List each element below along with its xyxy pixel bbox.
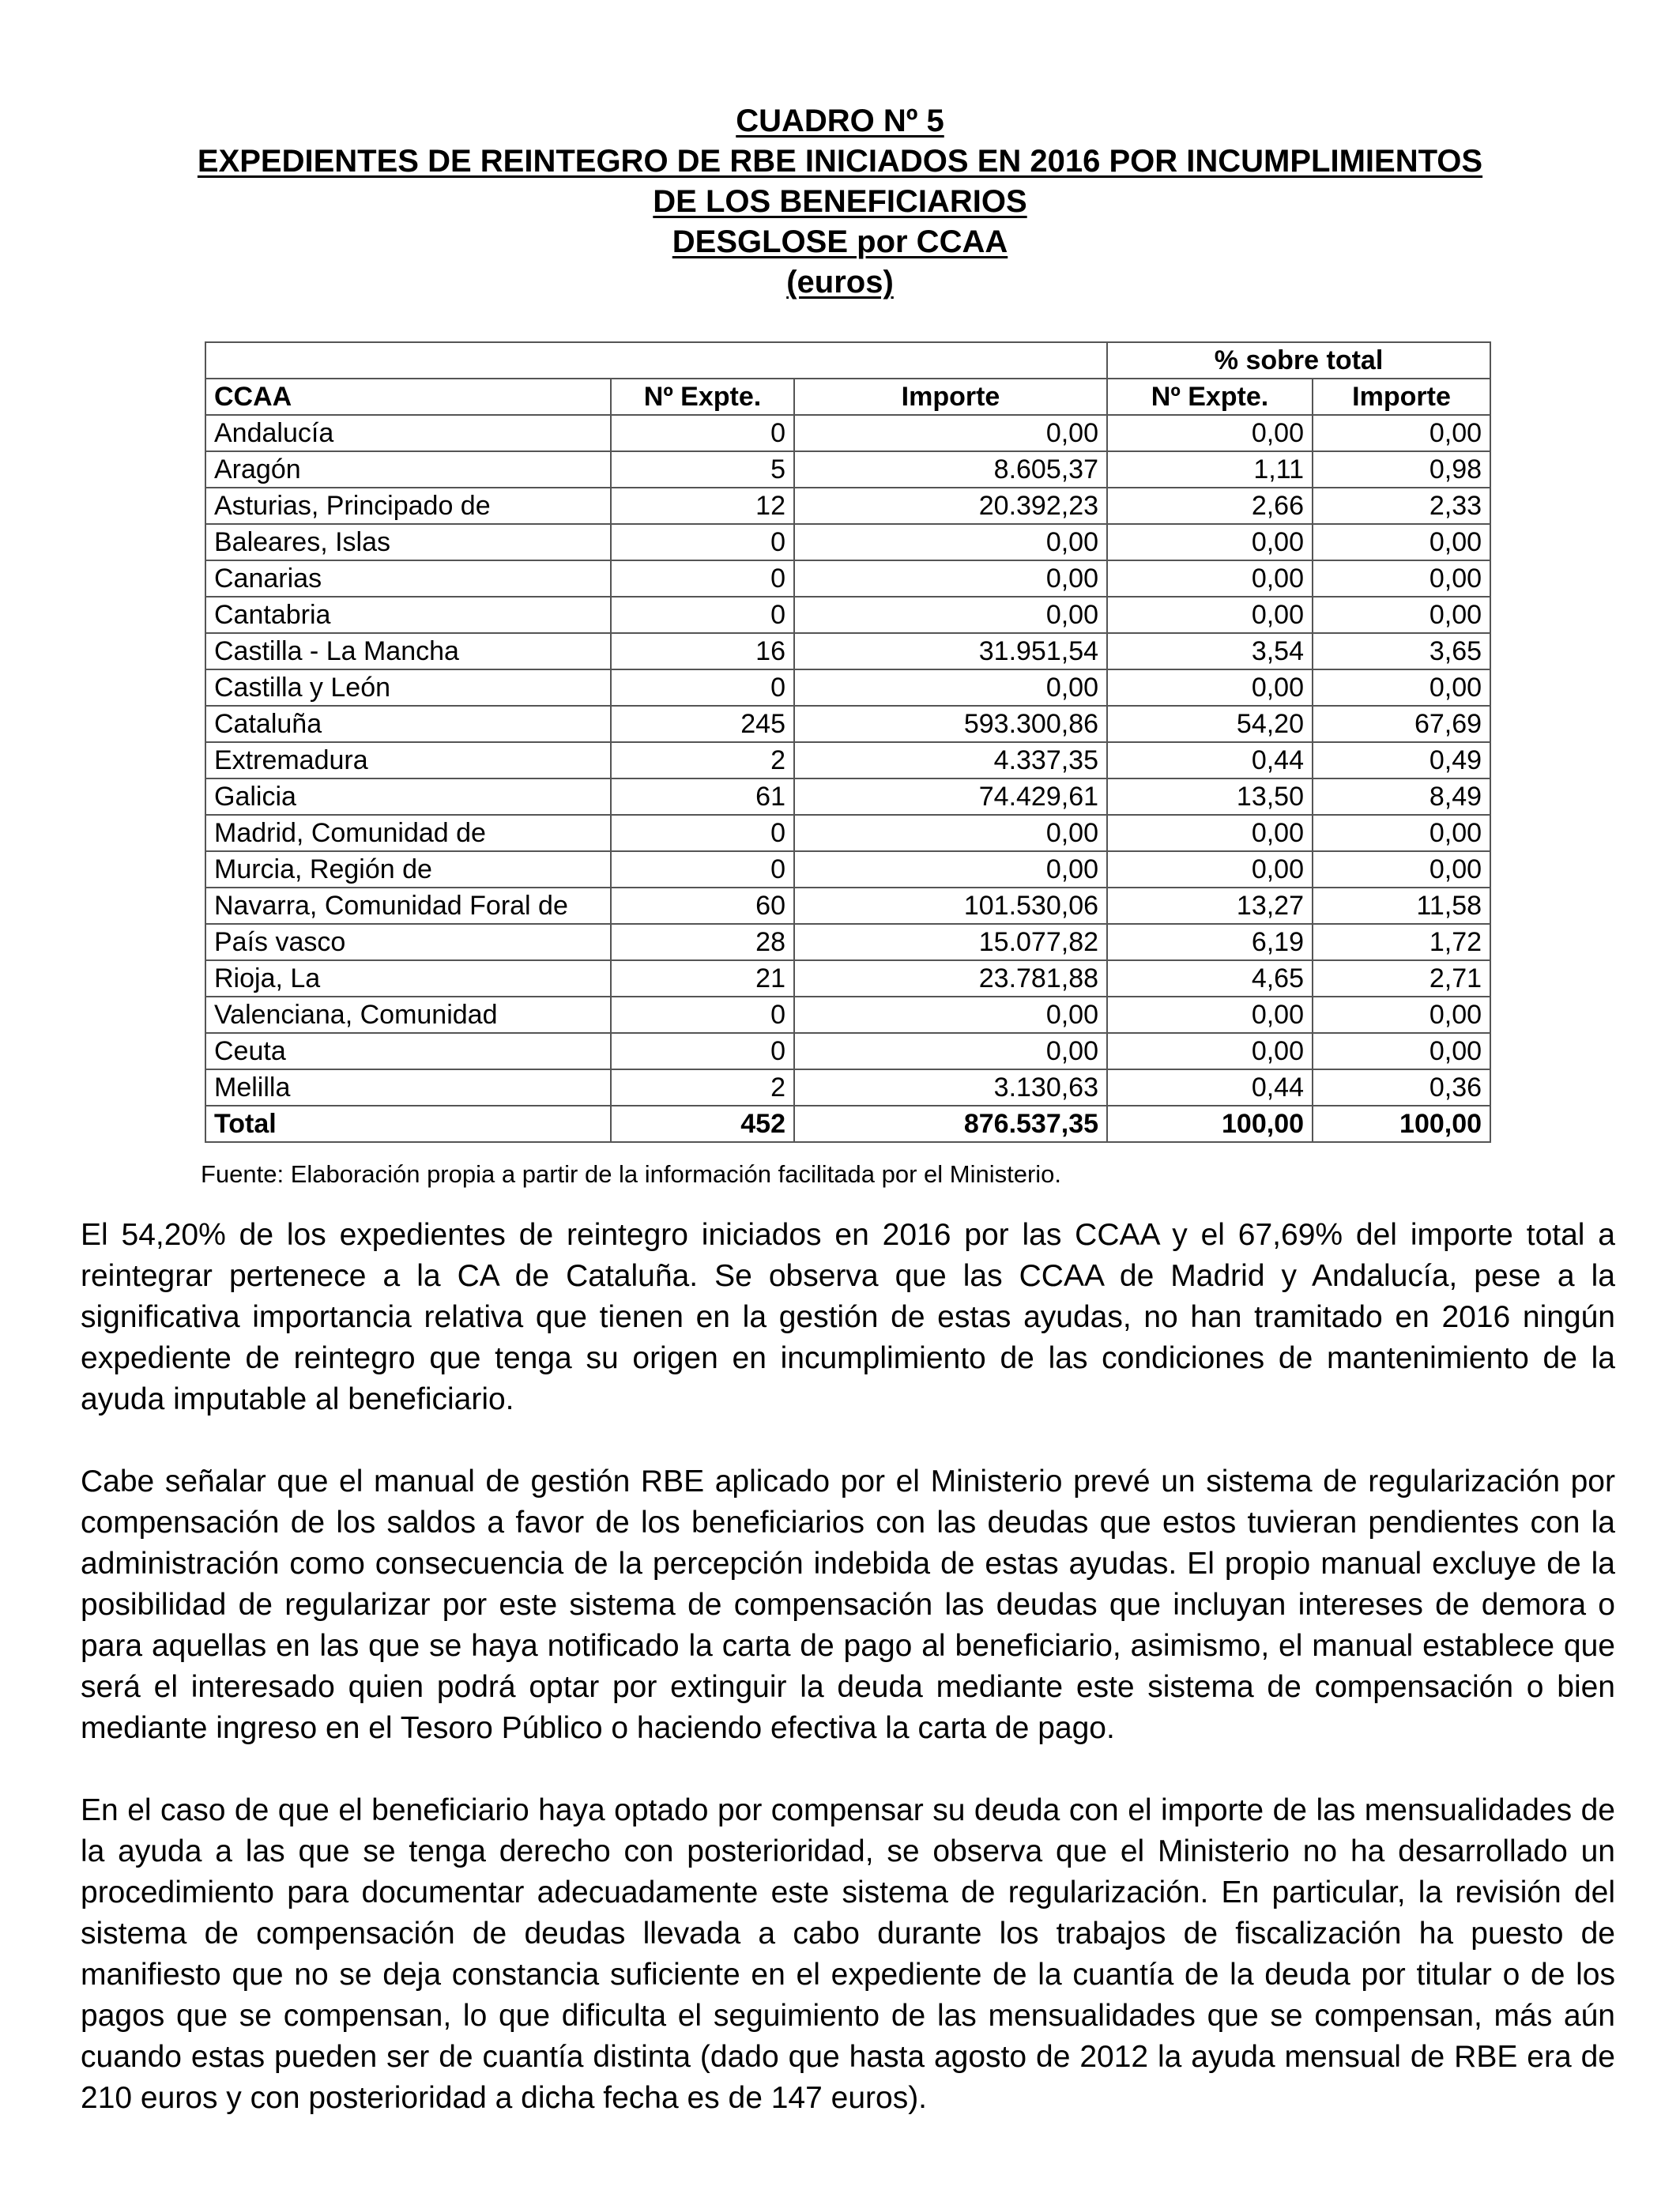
cell-pct-importe: 2,33 xyxy=(1313,488,1490,524)
cell-importe: 4.337,35 xyxy=(794,742,1107,778)
cell-importe: 3.130,63 xyxy=(794,1069,1107,1106)
cell-pct-importe: 11,58 xyxy=(1313,888,1490,924)
cell-ccaa: Rioja, La xyxy=(205,960,611,997)
title-line-3: DE LOS BENEFICIARIOS xyxy=(653,184,1027,219)
cell-num-expte: 2 xyxy=(611,742,794,778)
cell-num-expte: 0 xyxy=(611,815,794,851)
cell-pct-importe: 67,69 xyxy=(1313,706,1490,742)
table-row xyxy=(205,997,1490,1033)
cell-pct-importe: 0,49 xyxy=(1313,742,1490,778)
cell-num-expte: 16 xyxy=(611,633,794,669)
cell-ccaa: Baleares, Islas xyxy=(205,524,611,560)
table-row xyxy=(205,960,1490,997)
cell-ccaa: Extremadura xyxy=(205,742,611,778)
cell-num-expte: 0 xyxy=(611,851,794,888)
cell-importe: 0,00 xyxy=(794,560,1107,597)
cell-pct-importe: 100,00 xyxy=(1313,1106,1490,1142)
cell-pct-importe: 0,00 xyxy=(1313,415,1490,451)
cell-importe: 101.530,06 xyxy=(794,888,1107,924)
cell-ccaa: Murcia, Región de xyxy=(205,851,611,888)
cell-num-expte: 12 xyxy=(611,488,794,524)
cell-pct-importe: 0,00 xyxy=(1313,851,1490,888)
cell-num-expte: 0 xyxy=(611,597,794,633)
cell-num-expte: 2 xyxy=(611,1069,794,1106)
cell-num-expte: 245 xyxy=(611,706,794,742)
cell-num-expte: 0 xyxy=(611,669,794,706)
title-line-1: CUADRO Nº 5 xyxy=(736,104,944,138)
table-body xyxy=(205,415,1490,1142)
cell-ccaa: Galicia xyxy=(205,778,611,815)
cell-ccaa: Valenciana, Comunidad xyxy=(205,997,611,1033)
paragraph: El 54,20% de los expedientes de reintegro iniciados en 2016 por las CCAA y el 67,69% del importe total a reintegrar pertenece a la CA de Cataluña. Se observa que las CCAA de Madrid y Andalucía, pese a la significativa importancia relativa que tienen en la gestión de estas ayudas, no han tramitado en 2016 ningún expediente de reintegro que tenga su origen en incumplimiento de las condiciones de mantenimiento de la ayuda imputable al beneficiario. xyxy=(81,1218,1615,1416)
cell-num-expte: 0 xyxy=(611,560,794,597)
column-header-row xyxy=(205,379,1490,415)
cell-pct-num-expte: 0,44 xyxy=(1107,1069,1313,1106)
cell-pct-num-expte: 0,00 xyxy=(1107,997,1313,1033)
cell-pct-num-expte: 13,27 xyxy=(1107,888,1313,924)
cell-pct-importe: 0,00 xyxy=(1313,560,1490,597)
cell-importe: 0,00 xyxy=(794,669,1107,706)
cell-pct-importe: 3,65 xyxy=(1313,633,1490,669)
cell-importe: 0,00 xyxy=(794,997,1107,1033)
cell-pct-importe: 0,00 xyxy=(1313,815,1490,851)
cell-ccaa: Castilla - La Mancha xyxy=(205,633,611,669)
table-row xyxy=(205,1033,1490,1069)
cell-num-expte: 0 xyxy=(611,524,794,560)
paragraph: En el caso de que el beneficiario haya optado por compensar su deuda con el importe de las mensualidades de la ayuda a las que se tenga derecho con posterioridad, se observa que el Ministerio no ha desarrollado un procedimiento para documentar adecuadamente este sistema de regularización. En particular, la revisión del sistema de compensación de deudas llevada a cabo durante los trabajos de fiscalización ha puesto de manifiesto que no se deja constancia suficiente en el expediente de la cuantía de la deuda por titular o de los pagos que se compensan, lo que dificulta el seguimiento de las mensualidades que se compensan, más aún cuando estas pueden ser de cuantía distinta (dado que hasta agosto de 2012 la ayuda mensual de RBE era de 210 euros y con posterioridad a dicha fecha es de 147 euros). xyxy=(81,1793,1615,2115)
cell-pct-num-expte: 3,54 xyxy=(1107,633,1313,669)
cell-importe: 0,00 xyxy=(794,524,1107,560)
cell-num-expte: 60 xyxy=(611,888,794,924)
cell-importe: 8.605,37 xyxy=(794,451,1107,488)
table-row xyxy=(205,851,1490,888)
column-header-importe: Importe xyxy=(794,379,1107,415)
cell-ccaa: Castilla y León xyxy=(205,669,611,706)
cell-pct-importe: 8,49 xyxy=(1313,778,1490,815)
table-row xyxy=(205,924,1490,960)
cell-pct-importe: 0,00 xyxy=(1313,1033,1490,1069)
cell-pct-num-expte: 0,00 xyxy=(1107,524,1313,560)
cell-importe: 31.951,54 xyxy=(794,633,1107,669)
cell-pct-num-expte: 0,00 xyxy=(1107,597,1313,633)
table-row xyxy=(205,1069,1490,1106)
cell-importe: 876.537,35 xyxy=(794,1106,1107,1142)
cell-pct-importe: 1,72 xyxy=(1313,924,1490,960)
table-total-row xyxy=(205,1106,1490,1142)
group-header-percent: % sobre total xyxy=(1107,342,1490,379)
table-row xyxy=(205,778,1490,815)
cell-pct-importe: 0,00 xyxy=(1313,997,1490,1033)
cell-importe: 20.392,23 xyxy=(794,488,1107,524)
table-row xyxy=(205,742,1490,778)
cell-ccaa: Andalucía xyxy=(205,415,611,451)
cell-ccaa: País vasco xyxy=(205,924,611,960)
cell-ccaa: Cantabria xyxy=(205,597,611,633)
cell-importe: 0,00 xyxy=(794,1033,1107,1069)
cell-pct-importe: 0,00 xyxy=(1313,669,1490,706)
cell-importe: 593.300,86 xyxy=(794,706,1107,742)
cell-pct-num-expte: 0,00 xyxy=(1107,1033,1313,1069)
cell-pct-num-expte: 0,00 xyxy=(1107,815,1313,851)
cell-pct-importe: 0,00 xyxy=(1313,597,1490,633)
cell-importe: 0,00 xyxy=(794,851,1107,888)
column-header-ccaa: CCAA xyxy=(205,379,611,415)
ccaa-table xyxy=(205,341,1491,1143)
paragraph: Cabe señalar que el manual de gestión RBE aplicado por el Ministerio prevé un sistema de regularización por compensación de los saldos a favor de los beneficiarios con las deudas que estos tuvieran pendientes con la administración como consecuencia de la percepción indebida de estas ayudas. El propio manual excluye de la posibilidad de regularizar por este sistema de compensación las deudas que incluyan intereses de demora o para aquellas en las que se haya notificado la carta de pago al beneficiario, asimismo, el manual establece que será el interesado quien podrá optar por extinguir la deuda mediante este sistema de compensación o bien mediante ingreso en el Tesoro Público o haciendo efectiva la carta de pago. xyxy=(81,1465,1615,1745)
cell-pct-num-expte: 0,00 xyxy=(1107,669,1313,706)
cell-num-expte: 5 xyxy=(611,451,794,488)
cell-pct-num-expte: 0,00 xyxy=(1107,415,1313,451)
body-text xyxy=(81,1215,1615,2160)
cell-pct-num-expte: 100,00 xyxy=(1107,1106,1313,1142)
column-header-pct-num-expte: Nº Expte. xyxy=(1107,379,1313,415)
cell-importe: 0,00 xyxy=(794,815,1107,851)
title-line-5: (euros) xyxy=(786,265,894,300)
cell-num-expte: 0 xyxy=(611,997,794,1033)
table-row xyxy=(205,488,1490,524)
cell-ccaa: Aragón xyxy=(205,451,611,488)
cell-importe: 74.429,61 xyxy=(794,778,1107,815)
cell-importe: 23.781,88 xyxy=(794,960,1107,997)
cell-pct-importe: 0,36 xyxy=(1313,1069,1490,1106)
cell-pct-num-expte: 0,44 xyxy=(1107,742,1313,778)
table-row xyxy=(205,451,1490,488)
table-source-note: Fuente: Elaboración propia a partir de la información facilitada por el Ministerio. xyxy=(201,1160,1062,1188)
cell-ccaa: Cataluña xyxy=(205,706,611,742)
cell-pct-num-expte: 0,00 xyxy=(1107,560,1313,597)
cell-num-expte: 452 xyxy=(611,1106,794,1142)
cell-ccaa: Madrid, Comunidad de xyxy=(205,815,611,851)
cell-num-expte: 28 xyxy=(611,924,794,960)
cell-num-expte: 61 xyxy=(611,778,794,815)
cell-pct-num-expte: 6,19 xyxy=(1107,924,1313,960)
cell-importe: 0,00 xyxy=(794,415,1107,451)
cell-importe: 15.077,82 xyxy=(794,924,1107,960)
column-header-pct-importe: Importe xyxy=(1313,379,1490,415)
table-row xyxy=(205,597,1490,633)
cell-importe: 0,00 xyxy=(794,597,1107,633)
cell-num-expte: 21 xyxy=(611,960,794,997)
table-row xyxy=(205,669,1490,706)
title-line-4: DESGLOSE por CCAA xyxy=(672,224,1008,259)
table-row xyxy=(205,815,1490,851)
cell-pct-importe: 0,98 xyxy=(1313,451,1490,488)
group-header-empty xyxy=(205,342,1107,379)
cell-pct-importe: 2,71 xyxy=(1313,960,1490,997)
table-row xyxy=(205,560,1490,597)
table-row xyxy=(205,524,1490,560)
table-row xyxy=(205,706,1490,742)
table-row xyxy=(205,888,1490,924)
title-line-2: EXPEDIENTES DE REINTEGRO DE RBE INICIADOS EN 2016 POR INCUMPLIMIENTOS xyxy=(197,144,1483,179)
cell-ccaa: Ceuta xyxy=(205,1033,611,1069)
column-header-num-expte: Nº Expte. xyxy=(611,379,794,415)
table-title xyxy=(0,101,1680,303)
cell-pct-num-expte: 0,00 xyxy=(1107,851,1313,888)
cell-pct-num-expte: 13,50 xyxy=(1107,778,1313,815)
cell-pct-num-expte: 2,66 xyxy=(1107,488,1313,524)
group-header-row xyxy=(205,342,1490,379)
cell-ccaa: Canarias xyxy=(205,560,611,597)
cell-pct-num-expte: 54,20 xyxy=(1107,706,1313,742)
cell-ccaa: Navarra, Comunidad Foral de xyxy=(205,888,611,924)
cell-num-expte: 0 xyxy=(611,1033,794,1069)
cell-pct-num-expte: 4,65 xyxy=(1107,960,1313,997)
table-row xyxy=(205,633,1490,669)
table-row xyxy=(205,415,1490,451)
cell-ccaa: Melilla xyxy=(205,1069,611,1106)
cell-num-expte: 0 xyxy=(611,415,794,451)
cell-ccaa: Asturias, Principado de xyxy=(205,488,611,524)
cell-pct-importe: 0,00 xyxy=(1313,524,1490,560)
cell-pct-num-expte: 1,11 xyxy=(1107,451,1313,488)
cell-ccaa: Total xyxy=(205,1106,611,1142)
